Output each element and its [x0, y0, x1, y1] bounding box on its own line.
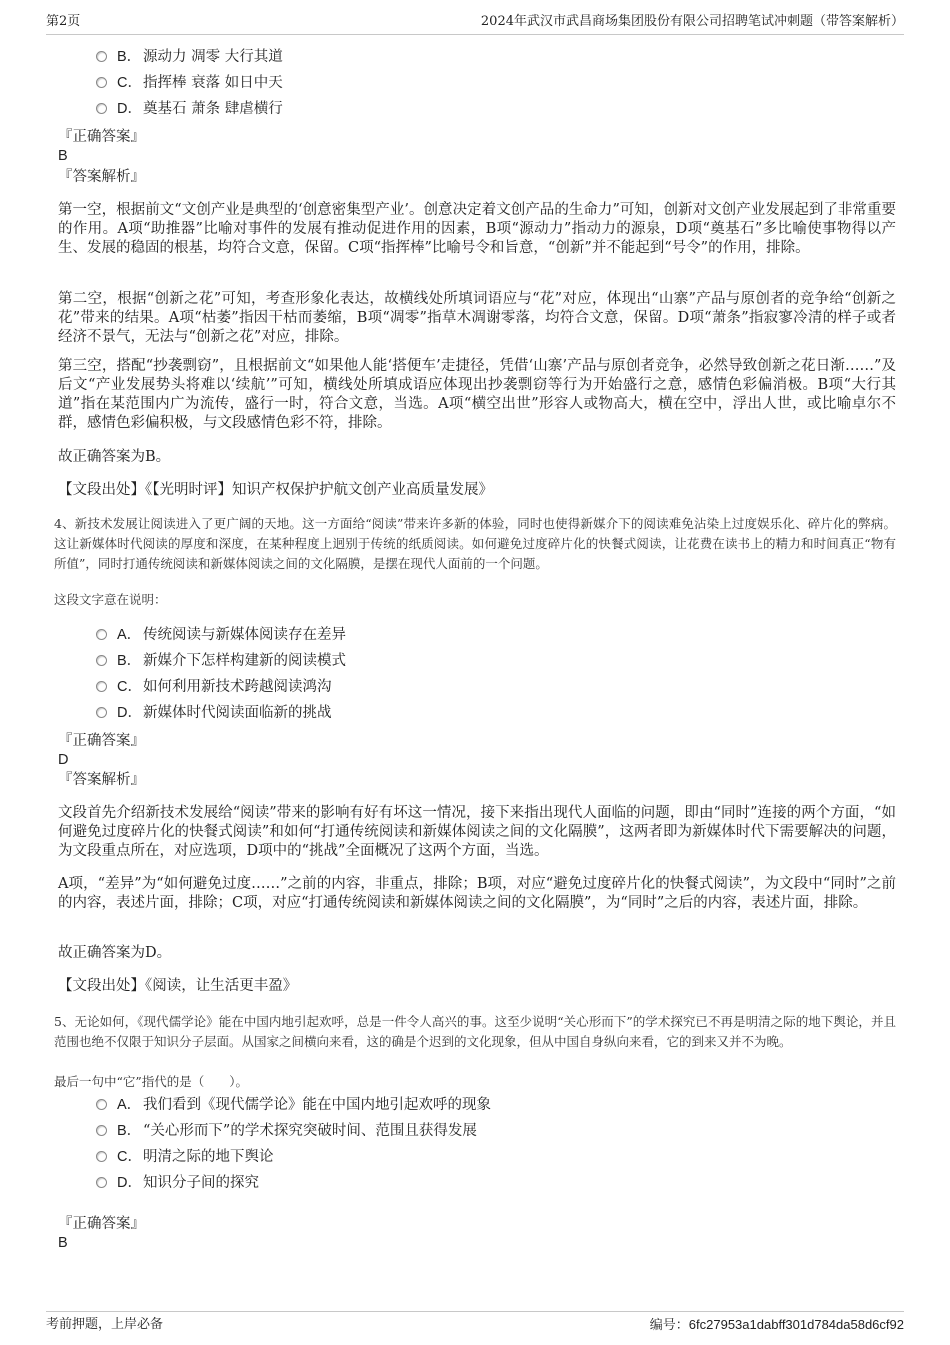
document-title: 2024年武汉市武昌商场集团股份有限公司招聘笔试冲刺题（带答案解析）: [480, 14, 904, 29]
radio-icon[interactable]: [96, 77, 107, 88]
document-id: 编号：6fc27953a1dabff301d784da58d6cf92: [649, 1317, 904, 1332]
q3-answer-label: 『正确答案』: [58, 129, 145, 145]
q5-question: 最后一句中“它”指代的是（ ）。: [54, 1074, 249, 1089]
q4-option-a[interactable]: A． 传统阅读与新媒体阅读存在差异: [96, 624, 346, 646]
q4-analysis-label: 『答案解析』: [58, 772, 145, 788]
q4-conclusion: 故正确答案为D。: [58, 945, 172, 961]
q5-option-c[interactable]: C．明清之际的地下舆论: [96, 1146, 274, 1168]
q3-analysis-paragraph-2: 第二空，根据“创新之花”可知，考查形象化表达，故横线处所填词语应与“花”对应，体现出“山寨”产品与原创者的竞争给“创新之花”带来的结果。A项“枯萎”指因干枯而萎缩，B项“凋零”指草木凋谢零落，均符合文意，保留。D项“萧条”指寂寥冷清的样子或者经济不景气，无法与“创新之花”对应，排除。: [58, 291, 896, 345]
radio-icon[interactable]: [96, 655, 107, 666]
q5-stem: 5、无论如何，《现代儒学论》能在中国内地引起欢呼，总是一件令人高兴的事。这至少说明“关心形而下”的学术探究已不再是明清之际的地下舆论，并且范围也绝不仅限于知识分子层面。从国家之间横向来看，这的确是个迟到的文化现象，但从中国自身纵向来看，它的到来又并不为晚。: [54, 1014, 896, 1049]
q3-option-c[interactable]: C．指挥棒 衰落 如日中天: [96, 72, 283, 94]
q4-option-b[interactable]: B． 新媒介下怎样构建新的阅读模式: [96, 650, 346, 672]
q4-source: 【文段出处】《阅读，让生活更丰盈》: [58, 978, 298, 994]
q3-source: 【文段出处】《【光明时评】知识产权保护护航文创产业高质量发展》: [58, 482, 493, 498]
radio-icon[interactable]: [96, 1177, 107, 1188]
q5-option-a[interactable]: A． 我们看到《现代儒学论》能在中国内地引起欢呼的现象: [96, 1094, 491, 1116]
radio-icon[interactable]: [96, 629, 107, 640]
q4-option-c[interactable]: C．如何利用新技术跨越阅读鸿沟: [96, 676, 332, 698]
radio-icon[interactable]: [96, 1125, 107, 1136]
page-number: 第2页: [46, 14, 81, 29]
radio-icon[interactable]: [96, 103, 107, 114]
q3-option-b[interactable]: B． 源动力 凋零 大行其道: [96, 46, 283, 68]
q5-option-b[interactable]: B． “关心形而下”的学术探究突破时间、范围且获得发展: [96, 1120, 477, 1142]
q4-option-d[interactable]: D．新媒体时代阅读面临新的挑战: [96, 702, 332, 724]
q4-answer-label: 『正确答案』: [58, 733, 145, 749]
q4-stem: 4、新技术发展让阅读进入了更广阔的天地。这一方面给“阅读”带来许多新的体验，同时也使得新媒介下的阅读难免沾染上过度娱乐化、碎片化的弊病。这让新媒体时代阅读的厚度和深度，在某种程度上迥别于传统的纸质阅读。如何避免过度碎片化的快餐式阅读，让花费在读书上的精力和时间真正“物有所值”，同时打通传统阅读和新媒体阅读之间的文化隔膜，是摆在现代人面前的一个问题。: [54, 516, 896, 571]
q5-answer-label: 『正确答案』: [58, 1216, 145, 1232]
radio-icon[interactable]: [96, 1151, 107, 1162]
q4-analysis-paragraph-2: A项，“差异”为“如何避免过度……”之前的内容，非重点，排除；B项，对应“避免过度碎片化的快餐式阅读”，为文段中“同时”之前的内容，表述片面，排除；C项，对应“打通传统阅读和新媒体阅读之间的文化隔膜”，为“同时”之后的内容，表述片面，排除。: [58, 876, 896, 911]
q4-answer: D: [58, 752, 69, 768]
footer-slogan: 考前押题，上岸必备: [46, 1317, 164, 1332]
q4-question: 这段文字意在说明：: [54, 592, 167, 607]
q3-option-d[interactable]: D．奠基石 萧条 肆虐横行: [96, 98, 283, 120]
q3-analysis-paragraph-3: 第三空，搭配“抄袭剽窃”，且根据前文“如果他人能‘搭便车’走捷径，凭借‘山寨’产品与原创者竞争，必然导致创新之花日渐……”及后文“产业发展势头将难以‘续航’”可知，横线处所填成语应体现出抄袭剽窃等行为开始盛行之意，感情色彩偏消极。B项“大行其道”指在某范围内广为流传，盛行一时，符合文意，当选。A项“横空出世”形容人或物高大，横在空中，浮出人世，或比喻卓尔不群，感情色彩偏积极，与文段感情色彩不符，排除。: [58, 358, 896, 431]
radio-icon[interactable]: [96, 707, 107, 718]
q3-analysis-paragraph-1: 第一空，根据前文“文创产业是典型的‘创意密集型产业’。创意决定着文创产品的生命力”可知，创新对文创产业发展起到了非常重要的作用。A项“助推器”比喻对事件的发展有推动促进作用的因素，B项“源动力”指动力的源泉，D项“奠基石”多比喻使事物得以产生、发展的稳固的根基，均符合文意，保留。C项“指挥棒”比喻号令和旨意，“创新”并不能起到“号令”的作用，排除。: [58, 202, 896, 256]
radio-icon[interactable]: [96, 1099, 107, 1110]
q4-analysis-paragraph-1: 文段首先介绍新技术发展给“阅读”带来的影响有好有坏这一情况，接下来指出现代人面临的问题，即由“同时”连接的两个方面，“如何避免过度碎片化的快餐式阅读”和如何“打通传统阅读和新媒体阅读之间的文化隔膜”，这两者即为新媒体时代下需要解决的问题，为文段重点所在，对应选项，D项中的“挑战”全面概况了这两个方面，当选。: [58, 805, 896, 859]
q3-answer: B: [58, 148, 68, 164]
page-header: [46, 12, 904, 35]
page-footer: [46, 1311, 904, 1336]
radio-icon[interactable]: [96, 51, 107, 62]
q5-option-d[interactable]: D．知识分子间的探究: [96, 1172, 259, 1194]
q3-conclusion: 故正确答案为B。: [58, 449, 171, 465]
radio-icon[interactable]: [96, 681, 107, 692]
q3-analysis-label: 『答案解析』: [58, 169, 145, 185]
q5-answer: B: [58, 1235, 68, 1251]
